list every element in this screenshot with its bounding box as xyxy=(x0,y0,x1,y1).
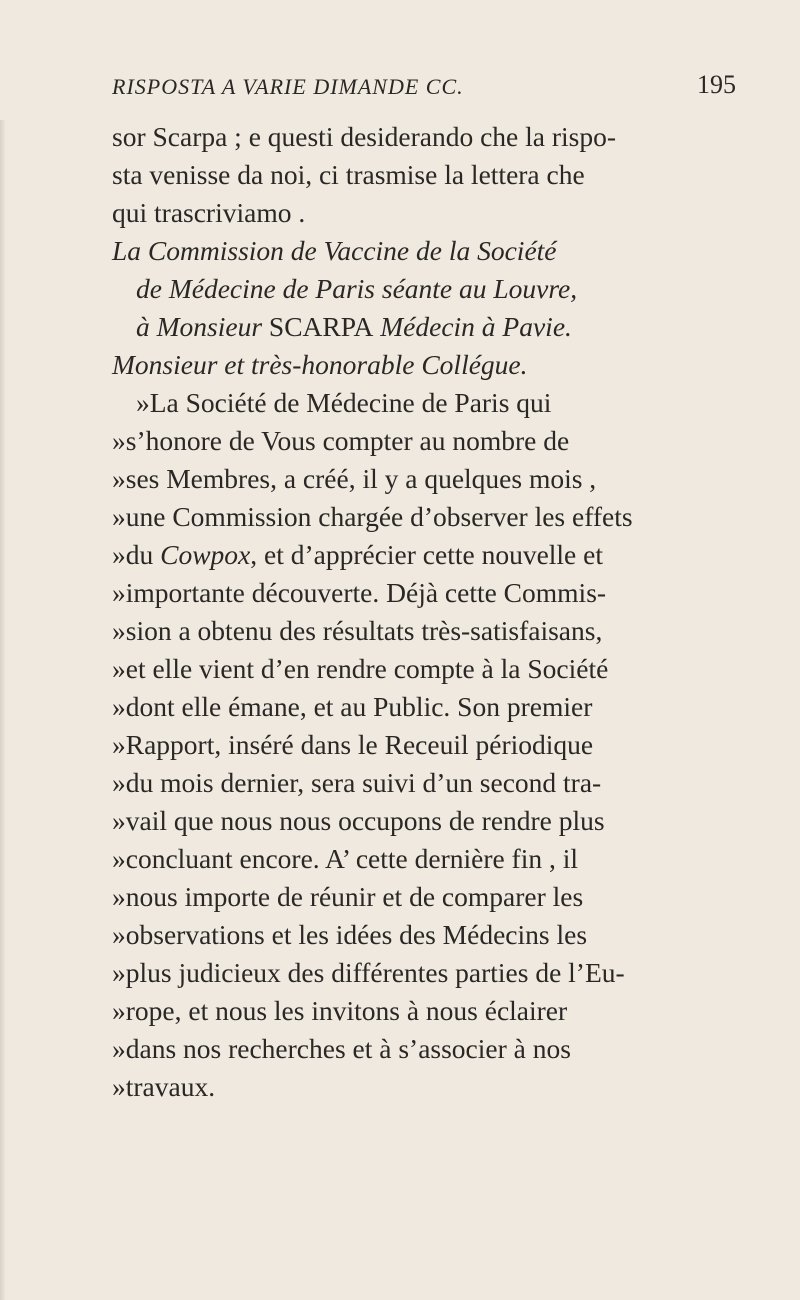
page-gutter-shadow xyxy=(0,120,6,1300)
address-prefix: à Monsieur xyxy=(136,311,269,342)
quoted-line xyxy=(112,536,737,574)
quoted-line: »sion a obtenu des résultats très-satisfaisans, xyxy=(112,615,603,646)
quoted-line: »importante découverte. Déjà cette Commis- xyxy=(112,577,607,608)
quoted-line: »nous importe de réunir et de comparer les xyxy=(112,881,584,912)
quoted-line: »du mois dernier, sera suivi d’un second tra- xyxy=(112,767,602,798)
text-line: sor Scarpa ; e questi desiderando che la rispo- xyxy=(112,121,616,152)
address-suffix: Médecin à Pavie. xyxy=(373,311,572,342)
quoted-line: »vail que nous nous occupons de rendre plus xyxy=(112,805,605,836)
quoted-line: »rope, et nous les invitons à nous éclairer xyxy=(112,995,568,1026)
quoted-line: »ses Membres, a créé, il y a quelques mois , xyxy=(112,463,597,494)
text-line: sta venisse da noi, ci trasmise la lettera che xyxy=(112,159,585,190)
running-title: RISPOSTA A VARIE DIMANDE CC. xyxy=(112,74,464,99)
quoted-line: »travaux. xyxy=(112,1071,216,1102)
running-header xyxy=(112,68,736,112)
quoted-suffix: , et d’apprécier cette nouvelle et xyxy=(250,539,603,570)
quoted-line: »dont elle émane, et au Public. Son premier xyxy=(112,691,593,722)
salutation-line: Monsieur et très-honorable Collégue. xyxy=(112,349,528,380)
text-line: qui trascriviamo . xyxy=(112,197,306,228)
quoted-line: »s’honore de Vous compter au nombre de xyxy=(112,425,570,456)
addressee-name: SCARPA xyxy=(268,311,374,342)
page-number: 195 xyxy=(697,70,736,99)
letter-heading-line xyxy=(112,308,737,346)
page-body xyxy=(112,118,737,1106)
letter-heading-line: de Médecine de Paris séante au Louvre, xyxy=(136,273,578,304)
letter-heading-line: La Commission de Vaccine de la Société xyxy=(112,235,557,266)
quoted-line: »Rapport, inséré dans le Receuil périodique xyxy=(112,729,594,760)
quoted-line: »La Société de Médecine de Paris qui xyxy=(136,387,552,418)
quoted-line: »et elle vient d’en rendre compte à la Société xyxy=(112,653,609,684)
quoted-line: »une Commission chargée d’observer les effets xyxy=(112,501,633,532)
quoted-prefix: »du xyxy=(112,539,161,570)
quoted-line: »observations et les idées des Médecins les xyxy=(112,919,588,950)
quoted-line: »dans nos recherches et à s’associer à nos xyxy=(112,1033,571,1064)
quoted-line: »plus judicieux des différentes parties de l’Eu- xyxy=(112,957,625,988)
quoted-line: »concluant encore. A’ cette dernière fin , il xyxy=(112,843,579,874)
cowpox-term: Cowpox xyxy=(160,539,251,570)
